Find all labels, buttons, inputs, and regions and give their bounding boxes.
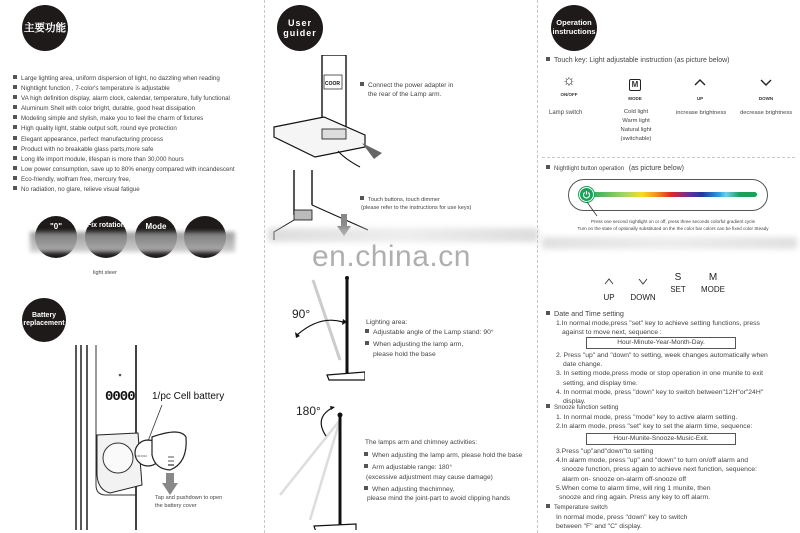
date-step: display.: [563, 397, 586, 405]
feature-item: [13, 165, 263, 175]
nightlight-line1: Press one second nightlight on or off, press three seconds colorful gradient cycle: [590, 219, 756, 224]
blurred-caption: light steer: [93, 270, 117, 276]
snooze-step: 2.In alarm mode, press "set" key to set the alarm time, sequence:: [556, 423, 753, 431]
bullet-square-icon: [364, 486, 368, 490]
mode-desc-line: (switchable): [620, 135, 652, 142]
date-step: date change.: [563, 361, 603, 369]
snooze-section: [546, 404, 752, 432]
feature-item: [13, 124, 263, 134]
battery-badge-line2: replacement: [23, 320, 65, 327]
feature-item: [13, 135, 263, 145]
operation-badge: [551, 5, 597, 51]
hold-line2: please hold the base: [373, 350, 436, 358]
feature-list: [13, 74, 263, 195]
snooze-step: snooze and ring again. Press any key to off alarm.: [559, 493, 711, 501]
nightlight-line2: Turn on the state of optionally substituted on the the color bar colors can be fixed color Steady: [577, 226, 769, 232]
battery-instruction-line2: the battery cover: [155, 503, 197, 510]
touch-instruction: [360, 196, 471, 212]
arm-note2-line2: (excessive adjustment may cause damage): [366, 473, 493, 481]
cell-battery-label: 1/pc Cell battery: [152, 391, 225, 402]
battery-instruction-line1: Tap and pushdown to open: [155, 495, 223, 501]
feature-text: Elegant appearance, perfect manufacturing process: [21, 135, 164, 143]
blurred-strip: [542, 237, 797, 249]
chevron-down-icon: [637, 276, 649, 286]
bullet-square-icon: [546, 57, 550, 61]
snooze-steps: [556, 447, 757, 502]
bullet-square-icon: [365, 341, 369, 345]
bullet-square-icon: [546, 504, 550, 508]
battery-instruction: [155, 494, 222, 510]
chevron-up-icon: [693, 77, 707, 87]
feature-item: [13, 84, 263, 94]
button-up: [600, 273, 618, 302]
temperature-section: [546, 504, 687, 532]
feature-item: [13, 94, 263, 104]
mode-desc-line: Cold light: [623, 109, 649, 115]
nightlight-heading: [546, 164, 684, 174]
battery-badge: [22, 298, 66, 342]
down-desc: decrease brightness: [740, 110, 793, 116]
feature-item: [13, 155, 263, 165]
button-down: [628, 273, 658, 302]
date-step: against to move next, sequence :: [562, 328, 662, 336]
lighting-area-notes: [365, 318, 494, 359]
arm-note3-line1: When adjusting thechimney,: [372, 485, 455, 493]
lamp-switch-desc: Lamp switch: [549, 110, 583, 116]
feature-circle-label: Mode: [145, 222, 167, 231]
operation-badge-line1: Operation: [556, 18, 592, 28]
bullet-square-icon: [364, 464, 368, 468]
bullet-square-icon: [13, 166, 17, 170]
bullet-square-icon: [546, 311, 550, 315]
bullet-square-icon: [13, 95, 17, 99]
blurred-overlay: [30, 232, 235, 252]
temp-heading: Temperature switch: [554, 504, 608, 511]
angle-180-label: 180°: [296, 404, 321, 418]
mode-desc-line: Natural light: [620, 126, 652, 133]
temp-line: In normal mode, press "down" key to switch: [556, 513, 688, 521]
bullet-square-icon: [13, 186, 17, 190]
key-mode: [617, 74, 653, 101]
snooze-step: snooze function, press again to achieve next function, sequence:: [562, 466, 757, 474]
key-down: [748, 74, 784, 101]
date-step: 2. Press "up" and "down" to setting, week changes automatically when: [556, 352, 768, 359]
features-badge: [22, 5, 68, 51]
touch-key-heading-text: Touch key: Light adjustable instruction (as picture below): [554, 57, 730, 64]
column-divider-right: [537, 0, 538, 533]
angle-90-label: 90°: [292, 307, 311, 321]
feature-text: Aluminum Shell with color bright, durable, good heat dissipation: [21, 105, 196, 113]
touch-line2: (please refer to the instructions for use keys): [361, 205, 472, 212]
feature-item: [13, 104, 263, 114]
bullet-square-icon: [546, 404, 550, 408]
snooze-step: 1. In normal mode, press "mode" key to active alarm setting.: [556, 413, 738, 421]
feature-text: High quality light, stable output soft, round eye protection: [21, 125, 177, 133]
button-mode: [698, 273, 728, 294]
touch-key-heading: [546, 56, 729, 66]
temp-line: between "F" and "C" display.: [556, 523, 642, 531]
arm-note2-line1: Arm adjustable range: 180°: [372, 464, 452, 472]
feature-item: [13, 74, 263, 84]
mode-desc-line: Warm light: [622, 117, 650, 124]
bullet-square-icon: [13, 115, 17, 119]
lamp-base-illustration: [270, 55, 390, 175]
button-label: DOWN: [630, 293, 656, 302]
nightlight-heading-suffix: (as picture below): [628, 165, 684, 172]
bullet-square-icon: [360, 82, 364, 86]
arm-note1: When adjusting the lamp arm, please hold the base: [372, 452, 523, 460]
feature-text: Modeling simple and stylish, make you to feel the charm of fixtures: [21, 115, 204, 123]
up-desc: increase brightness: [676, 110, 727, 116]
lamp-180-illustration: [270, 400, 360, 530]
coin-cell-label: CR2032: [136, 454, 148, 458]
key-code: ON/OFF: [560, 92, 578, 97]
arm-note3-line2: please mind the joint-part to avoid clipping hands: [367, 495, 510, 503]
bullet-square-icon: [13, 105, 17, 109]
mode-icon: M: [629, 79, 641, 91]
pointer-line: [585, 200, 605, 218]
operation-badge-line2: instructions: [552, 27, 596, 36]
battery-badge-line1: Battery: [31, 311, 57, 319]
feature-text: VA high definition display, alarm clock, calendar, temperature, fully functional: [21, 95, 230, 103]
bullet-square-icon: [13, 85, 17, 89]
key-on-off: [551, 73, 587, 97]
date-time-section: [546, 309, 760, 337]
bullet-square-icon: [365, 329, 369, 333]
svg-text:COOR: COOR: [325, 81, 340, 87]
sun-icon: ☼: [562, 72, 576, 89]
touch-line1: Touch buttons, touch dimmer: [368, 197, 440, 203]
button-set: [668, 273, 688, 294]
bullet-square-icon: [13, 176, 17, 180]
nightlight-description: [546, 218, 800, 233]
mode-letter-icon: M: [708, 272, 718, 283]
snooze-step: 4.In alarm mode, press "up" and "down" to turn on/off alarm and: [556, 457, 749, 465]
chevron-down-icon: [759, 77, 773, 87]
bullet-square-icon: [546, 165, 550, 169]
feature-item: [13, 175, 263, 185]
button-label: SET: [670, 285, 686, 294]
date-step: 1.In normal mode,press "set" key to achieve setting functions, press: [556, 319, 760, 327]
adapter-line1: Connect the power adapter in: [368, 82, 454, 89]
feature-text: Eco-friendly, wolfram free, mercury free,: [21, 175, 131, 183]
feature-item: [13, 145, 263, 155]
key-code: DOWN: [758, 96, 774, 101]
snooze-step: 5.When come to alarm time, will ring 1 munite, then: [556, 484, 711, 492]
date-steps: [556, 351, 768, 406]
battery-display-digits: 0000: [105, 389, 135, 405]
adapter-line2: the rear of the Lamp arm.: [368, 91, 442, 99]
arm-notes: [364, 438, 522, 503]
feature-text: Low power consumption, save up to 80% energy compared with incandescent: [21, 165, 235, 173]
lighting-area-title: Lighting area:: [366, 319, 408, 326]
date-sequence-box: Hour-Minute-Year-Month-Day.: [586, 337, 736, 349]
user-guide-badge: [277, 5, 323, 51]
lamp-90-illustration: [285, 270, 365, 390]
date-step: 3. In setting mode,press mode or stop operation in one munite to exit: [556, 370, 764, 378]
user-guide-badge-line2: guider: [283, 28, 317, 38]
feature-item: [13, 185, 263, 195]
snooze-heading: Snooze function setting: [554, 404, 619, 411]
adapter-instruction: [360, 81, 453, 100]
feature-text: Product with no breakable glass parts,more safe: [21, 145, 154, 153]
bullet-square-icon: [13, 146, 17, 150]
date-step: 4. In normal mode, press "down" key to switch between"12H"or"24H": [556, 388, 764, 396]
power-icon: [582, 190, 591, 199]
key-code: UP: [696, 96, 704, 101]
snooze-sequence-box: Hour-Munite-Snooze-Music-Exit.: [586, 433, 736, 445]
button-label: MODE: [701, 285, 725, 294]
bullet-square-icon: [13, 156, 17, 160]
feature-text: Large lighting area, uniform dispersion of light, no dazzling when reading: [21, 75, 220, 82]
bullet-square-icon: [13, 75, 17, 79]
features-badge-label: 主要功能: [24, 21, 66, 34]
hold-line1: When adjusting the lamp arm,: [373, 341, 464, 349]
snooze-step: alarm on- snooze on-alarm off-snooze off: [562, 475, 687, 483]
feature-item: [13, 114, 263, 124]
section-divider: [542, 157, 795, 158]
chevron-up-icon: [603, 276, 615, 286]
feature-text: Long life import module, lifespan is more than 30,000 hours: [21, 155, 184, 163]
bullet-square-icon: [364, 452, 368, 456]
column-divider-left: [264, 0, 265, 533]
key-up: [682, 74, 718, 101]
snooze-step: 3.Press "up"and"down"to setting: [556, 448, 654, 455]
feature-circle-label: Fix rotation: [86, 222, 126, 229]
mode-desc: [614, 108, 658, 144]
user-guide-badge-line1: User: [287, 17, 312, 28]
feature-text: No radiation, no glare, relieve visual fatigue: [21, 186, 140, 194]
bullet-square-icon: [13, 136, 17, 140]
date-heading: Date and Time setting: [554, 309, 624, 318]
arm-title: The lamps arm and chimney activities:: [365, 439, 478, 446]
key-code: MODE: [628, 96, 642, 101]
angle90-note: Adjustable angle of the Lamp stand: 90°: [373, 328, 494, 336]
feature-circle-label: "0": [49, 222, 63, 231]
watermark: en.china.cn: [312, 240, 471, 273]
button-label: UP: [603, 293, 615, 302]
set-icon: S: [674, 272, 682, 283]
feature-text: Nightlight function , 7-color's temperature is adjustable: [21, 85, 170, 93]
date-step: setting, and display time.: [563, 379, 638, 387]
nightlight-heading-text: Nightlight button operation: [554, 166, 625, 172]
nightlight-color-bar: [585, 192, 757, 197]
bullet-square-icon: [13, 125, 17, 129]
bullet-square-icon: [360, 196, 364, 200]
